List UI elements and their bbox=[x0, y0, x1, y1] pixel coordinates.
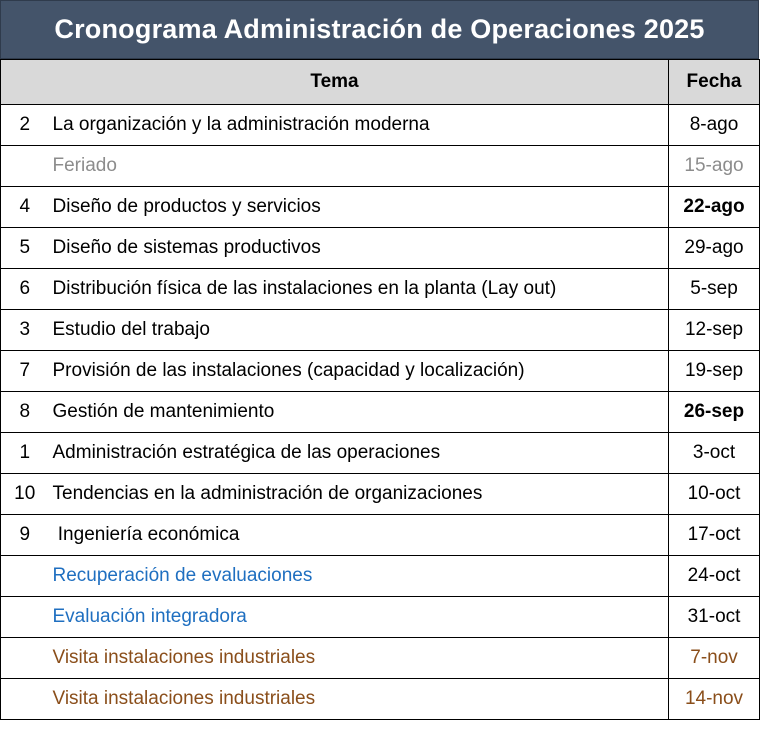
table-row bbox=[1, 474, 760, 515]
row-number bbox=[1, 638, 49, 679]
row-topic: La organización y la administración moderna bbox=[49, 105, 669, 146]
table-row bbox=[1, 515, 760, 556]
row-number: 3 bbox=[1, 310, 49, 351]
row-date: 31-oct bbox=[669, 597, 760, 638]
row-topic: Visita instalaciones industriales bbox=[49, 679, 669, 720]
schedule-table bbox=[0, 59, 760, 720]
table-row bbox=[1, 556, 760, 597]
table-row bbox=[1, 679, 760, 720]
row-topic: Ingeniería económica bbox=[49, 515, 669, 556]
table-row bbox=[1, 105, 760, 146]
table-row bbox=[1, 228, 760, 269]
table-row bbox=[1, 433, 760, 474]
row-number bbox=[1, 679, 49, 720]
row-date: 19-sep bbox=[669, 351, 760, 392]
row-number: 1 bbox=[1, 433, 49, 474]
row-date: 7-nov bbox=[669, 638, 760, 679]
row-date: 29-ago bbox=[669, 228, 760, 269]
table-row bbox=[1, 269, 760, 310]
table-row bbox=[1, 597, 760, 638]
row-topic: Diseño de sistemas productivos bbox=[49, 228, 669, 269]
row-topic: Recuperación de evaluaciones bbox=[49, 556, 669, 597]
row-number bbox=[1, 556, 49, 597]
table-row bbox=[1, 146, 760, 187]
header-fecha: Fecha bbox=[669, 60, 760, 105]
row-topic: Administración estratégica de las operaciones bbox=[49, 433, 669, 474]
table-row bbox=[1, 392, 760, 433]
row-date: 24-oct bbox=[669, 556, 760, 597]
row-date: 12-sep bbox=[669, 310, 760, 351]
row-topic: Distribución física de las instalaciones en la planta (Lay out) bbox=[49, 269, 669, 310]
row-number: 9 bbox=[1, 515, 49, 556]
row-topic: Feriado bbox=[49, 146, 669, 187]
row-number: 8 bbox=[1, 392, 49, 433]
row-topic: Evaluación integradora bbox=[49, 597, 669, 638]
row-topic: Visita instalaciones industriales bbox=[49, 638, 669, 679]
schedule-title: Cronograma Administración de Operaciones 2025 bbox=[0, 0, 759, 59]
header-tema: Tema bbox=[1, 60, 669, 105]
header-row bbox=[1, 60, 760, 105]
table-row bbox=[1, 351, 760, 392]
row-date: 14-nov bbox=[669, 679, 760, 720]
row-number: 4 bbox=[1, 187, 49, 228]
row-date: 17-oct bbox=[669, 515, 760, 556]
row-topic: Estudio del trabajo bbox=[49, 310, 669, 351]
row-number bbox=[1, 597, 49, 638]
row-number: 5 bbox=[1, 228, 49, 269]
row-date: 5-sep bbox=[669, 269, 760, 310]
row-date: 8-ago bbox=[669, 105, 760, 146]
row-number: 6 bbox=[1, 269, 49, 310]
table-row bbox=[1, 638, 760, 679]
row-date: 26-sep bbox=[669, 392, 760, 433]
row-date: 3-oct bbox=[669, 433, 760, 474]
row-date: 10-oct bbox=[669, 474, 760, 515]
row-date: 15-ago bbox=[669, 146, 760, 187]
row-topic: Gestión de mantenimiento bbox=[49, 392, 669, 433]
row-date: 22-ago bbox=[669, 187, 760, 228]
row-number bbox=[1, 146, 49, 187]
row-number: 7 bbox=[1, 351, 49, 392]
table-row bbox=[1, 187, 760, 228]
row-number: 10 bbox=[1, 474, 49, 515]
row-number: 2 bbox=[1, 105, 49, 146]
row-topic: Tendencias en la administración de organizaciones bbox=[49, 474, 669, 515]
row-topic: Diseño de productos y servicios bbox=[49, 187, 669, 228]
row-topic: Provisión de las instalaciones (capacidad y localización) bbox=[49, 351, 669, 392]
table-row bbox=[1, 310, 760, 351]
